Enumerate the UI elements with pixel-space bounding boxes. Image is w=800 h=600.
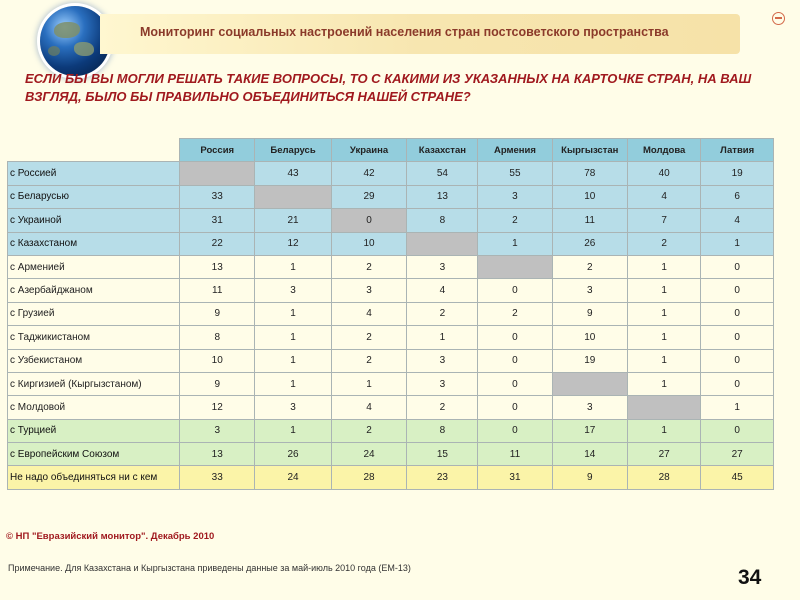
table-row [8, 372, 774, 395]
value-cell: 4 [331, 302, 407, 325]
column-header: Беларусь [255, 139, 331, 162]
value-cell: 1 [628, 302, 701, 325]
value-cell: 29 [331, 185, 407, 208]
value-cell: 19 [701, 162, 774, 185]
value-cell: 21 [255, 209, 331, 232]
row-label: с Украиной [8, 209, 180, 232]
value-cell: 3 [478, 185, 552, 208]
value-cell: 0 [701, 372, 774, 395]
footnote: Примечание. Для Казахстана и Кыргызстана приведены данные за май-июль 2010 года (ЕМ-13) [8, 563, 411, 573]
value-cell: 0 [701, 419, 774, 442]
column-header: Россия [180, 139, 255, 162]
value-cell: 33 [180, 466, 255, 489]
value-cell: 0 [701, 302, 774, 325]
value-cell: 27 [628, 443, 701, 466]
value-cell: 0 [478, 396, 552, 419]
value-cell: 8 [407, 209, 478, 232]
table-row [8, 326, 774, 349]
value-cell: 1 [478, 232, 552, 255]
column-header: Армения [478, 139, 552, 162]
value-cell: 33 [180, 185, 255, 208]
value-cell: 3 [407, 372, 478, 395]
row-label: с Молдовой [8, 396, 180, 419]
value-cell: 19 [552, 349, 627, 372]
value-cell: 0 [478, 372, 552, 395]
column-header: Украина [331, 139, 407, 162]
value-cell: 11 [478, 443, 552, 466]
value-cell: 3 [255, 279, 331, 302]
value-cell: 11 [552, 209, 627, 232]
value-cell: 11 [180, 279, 255, 302]
value-cell: 8 [180, 326, 255, 349]
table-row [8, 302, 774, 325]
value-cell: 6 [701, 185, 774, 208]
value-cell: 24 [255, 466, 331, 489]
value-cell: 15 [407, 443, 478, 466]
value-cell: 2 [478, 209, 552, 232]
empty-cell [478, 255, 552, 278]
table-row [8, 162, 774, 185]
column-header: Латвия [701, 139, 774, 162]
header-title: Мониторинг социальных настроений населения стран постсоветского пространства [140, 25, 669, 39]
value-cell: 1 [628, 279, 701, 302]
row-label: с Узбекистаном [8, 349, 180, 372]
value-cell: 3 [331, 279, 407, 302]
value-cell: 45 [701, 466, 774, 489]
page-number: 34 [738, 566, 762, 589]
row-label: с Таджикистаном [8, 326, 180, 349]
value-cell: 54 [407, 162, 478, 185]
value-cell: 1 [628, 255, 701, 278]
empty-cell [552, 372, 627, 395]
value-cell: 0 [701, 279, 774, 302]
value-cell: 4 [628, 185, 701, 208]
value-cell: 1 [255, 372, 331, 395]
value-cell: 12 [180, 396, 255, 419]
value-cell: 8 [407, 419, 478, 442]
value-cell: 43 [255, 162, 331, 185]
row-label: с Европейским Союзом [8, 443, 180, 466]
empty-cell: 0 [331, 209, 407, 232]
column-header: Казахстан [407, 139, 478, 162]
minus-circle-icon[interactable] [772, 12, 785, 25]
copyright-text: © НП "Евразийский монитор". Декабрь 2010 [6, 531, 215, 542]
value-cell: 42 [331, 162, 407, 185]
value-cell: 3 [255, 396, 331, 419]
value-cell: 27 [701, 443, 774, 466]
value-cell: 9 [180, 372, 255, 395]
value-cell: 1 [255, 419, 331, 442]
value-cell: 24 [331, 443, 407, 466]
value-cell: 28 [331, 466, 407, 489]
value-cell: 3 [407, 255, 478, 278]
value-cell: 13 [180, 443, 255, 466]
value-cell: 26 [552, 232, 627, 255]
value-cell: 1 [255, 349, 331, 372]
value-cell: 0 [478, 419, 552, 442]
value-cell: 1 [255, 255, 331, 278]
value-cell: 1 [255, 326, 331, 349]
value-cell: 3 [552, 396, 627, 419]
value-cell: 26 [255, 443, 331, 466]
row-label: с Грузией [8, 302, 180, 325]
value-cell: 2 [552, 255, 627, 278]
value-cell: 22 [180, 232, 255, 255]
row-label: Не надо объединяться ни с кем [8, 466, 180, 489]
value-cell: 2 [407, 396, 478, 419]
value-cell: 13 [407, 185, 478, 208]
value-cell: 0 [478, 349, 552, 372]
value-cell: 0 [701, 255, 774, 278]
value-cell: 7 [628, 209, 701, 232]
row-label: с Турцией [8, 419, 180, 442]
value-cell: 1 [407, 326, 478, 349]
value-cell: 1 [701, 232, 774, 255]
value-cell: 3 [180, 419, 255, 442]
value-cell: 78 [552, 162, 627, 185]
value-cell: 1 [628, 326, 701, 349]
value-cell: 4 [331, 396, 407, 419]
value-cell: 9 [552, 466, 627, 489]
value-cell: 10 [180, 349, 255, 372]
value-cell: 1 [628, 372, 701, 395]
table-row [8, 443, 774, 466]
table-corner [8, 139, 180, 162]
empty-cell [407, 232, 478, 255]
table-row [8, 209, 774, 232]
value-cell: 0 [478, 326, 552, 349]
value-cell: 2 [331, 255, 407, 278]
value-cell: 0 [701, 326, 774, 349]
value-cell: 23 [407, 466, 478, 489]
table-row [8, 419, 774, 442]
value-cell: 40 [628, 162, 701, 185]
value-cell: 3 [407, 349, 478, 372]
value-cell: 2 [331, 349, 407, 372]
value-cell: 2 [478, 302, 552, 325]
value-cell: 1 [331, 372, 407, 395]
empty-cell [628, 396, 701, 419]
value-cell: 10 [552, 326, 627, 349]
table-row [8, 466, 774, 489]
row-label: с Казахстаном [8, 232, 180, 255]
row-label: с Беларусью [8, 185, 180, 208]
value-cell: 28 [628, 466, 701, 489]
value-cell: 13 [180, 255, 255, 278]
value-cell: 2 [331, 419, 407, 442]
row-label: с Арменией [8, 255, 180, 278]
row-label: с Азербайджаном [8, 279, 180, 302]
value-cell: 12 [255, 232, 331, 255]
table-row [8, 255, 774, 278]
value-cell: 0 [478, 279, 552, 302]
survey-question: ЕСЛИ БЫ ВЫ МОГЛИ РЕШАТЬ ТАКИЕ ВОПРОСЫ, ТО С КАКИМИ ИЗ УКАЗАННЫХ НА КАРТОЧКЕ СТРАН, НА ВАШ ВЗГЛЯД, БЫЛО БЫ ПРАВИЛЬНО ОБЪЕДИНИТЬСЯ НАШЕЙ СТРАНЕ? [25, 71, 752, 104]
empty-cell [255, 185, 331, 208]
table-row [8, 349, 774, 372]
table-row [8, 185, 774, 208]
table-row [8, 279, 774, 302]
row-label: с Россией [8, 162, 180, 185]
value-cell: 1 [628, 419, 701, 442]
value-cell: 3 [552, 279, 627, 302]
results-table [7, 138, 774, 490]
value-cell: 9 [180, 302, 255, 325]
value-cell: 2 [407, 302, 478, 325]
value-cell: 0 [701, 349, 774, 372]
value-cell: 2 [628, 232, 701, 255]
value-cell: 1 [255, 302, 331, 325]
value-cell: 31 [180, 209, 255, 232]
value-cell: 1 [701, 396, 774, 419]
table-row [8, 396, 774, 419]
table-header-row [8, 139, 774, 162]
value-cell: 2 [331, 326, 407, 349]
value-cell: 31 [478, 466, 552, 489]
empty-cell [180, 162, 255, 185]
value-cell: 4 [407, 279, 478, 302]
column-header: Молдова [628, 139, 701, 162]
value-cell: 10 [331, 232, 407, 255]
column-header: Кыргызстан [552, 139, 627, 162]
value-cell: 17 [552, 419, 627, 442]
value-cell: 9 [552, 302, 627, 325]
row-label: с Киргизией (Кыргызстаном) [8, 372, 180, 395]
value-cell: 55 [478, 162, 552, 185]
table-row [8, 232, 774, 255]
value-cell: 4 [701, 209, 774, 232]
value-cell: 10 [552, 185, 627, 208]
value-cell: 14 [552, 443, 627, 466]
value-cell: 1 [628, 349, 701, 372]
